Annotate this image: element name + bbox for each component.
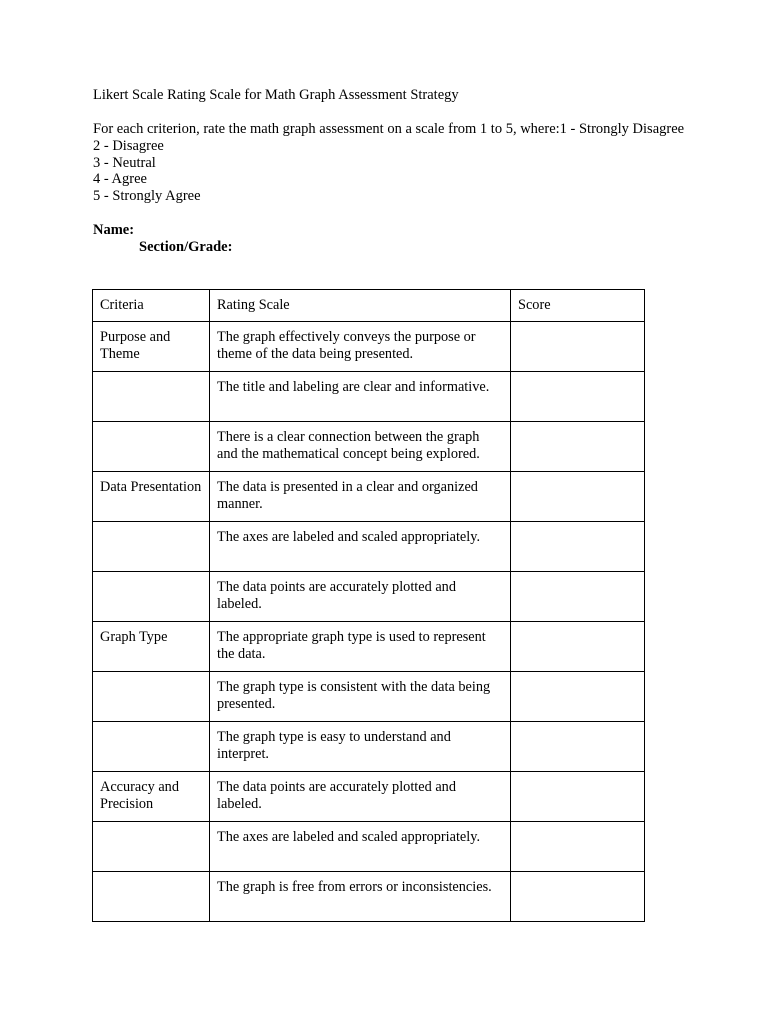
criteria-cell (93, 722, 210, 772)
criteria-cell (93, 672, 210, 722)
statement-cell: The axes are labeled and scaled appropriately. (210, 822, 511, 872)
table-row (93, 422, 645, 472)
score-cell[interactable] (511, 472, 645, 522)
statement-cell: The graph effectively conveys the purpose or theme of the data being presented. (210, 322, 511, 372)
table-header-row (93, 290, 645, 322)
statement-cell: There is a clear connection between the graph and the mathematical concept being explored. (210, 422, 511, 472)
statement-cell: The title and labeling are clear and informative. (210, 372, 511, 422)
table-row (93, 872, 645, 922)
criteria-cell: Purpose and Theme (93, 322, 210, 372)
table-row (93, 672, 645, 722)
scale-item-5: 5 - Strongly Agree (93, 188, 201, 205)
criteria-cell (93, 372, 210, 422)
statement-cell: The data points are accurately plotted and labeled. (210, 772, 511, 822)
criteria-cell: Graph Type (93, 622, 210, 672)
instructions-text: For each criterion, rate the math graph assessment on a scale from 1 to 5, where:1 - Strongly Disagree (93, 121, 685, 137)
header-score: Score (511, 290, 645, 322)
criteria-cell (93, 872, 210, 922)
section-grade-label: Section/Grade: (139, 238, 233, 255)
table-row (93, 572, 645, 622)
table-row (93, 622, 645, 672)
scale-item-4: 4 - Agree (93, 171, 147, 188)
criteria-cell: Data Presentation (93, 472, 210, 522)
instructions-block (93, 121, 693, 205)
student-fields (93, 222, 693, 256)
score-cell[interactable] (511, 372, 645, 422)
score-cell[interactable] (511, 422, 645, 472)
score-cell[interactable] (511, 522, 645, 572)
document-page (93, 87, 693, 256)
score-cell[interactable] (511, 572, 645, 622)
criteria-cell (93, 422, 210, 472)
statement-cell: The graph type is easy to understand and interpret. (210, 722, 511, 772)
table-row (93, 472, 645, 522)
header-rating-scale: Rating Scale (210, 290, 511, 322)
table-row (93, 522, 645, 572)
statement-cell: The data points are accurately plotted and labeled. (210, 572, 511, 622)
score-cell[interactable] (511, 622, 645, 672)
table-row (93, 322, 645, 372)
criteria-cell: Accuracy and Precision (93, 772, 210, 822)
score-cell[interactable] (511, 872, 645, 922)
name-label: Name: (93, 221, 135, 238)
score-cell[interactable] (511, 672, 645, 722)
table-row (93, 772, 645, 822)
table-row (93, 722, 645, 772)
table-row (93, 372, 645, 422)
criteria-cell (93, 522, 210, 572)
score-cell[interactable] (511, 772, 645, 822)
criteria-cell (93, 822, 210, 872)
score-cell[interactable] (511, 722, 645, 772)
criteria-cell (93, 572, 210, 622)
scale-item-2: 2 - Disagree (93, 137, 164, 154)
header-criteria: Criteria (93, 290, 210, 322)
statement-cell: The appropriate graph type is used to represent the data. (210, 622, 511, 672)
scale-item-3: 3 - Neutral (93, 154, 156, 171)
score-cell[interactable] (511, 322, 645, 372)
rating-table (92, 289, 645, 922)
statement-cell: The axes are labeled and scaled appropriately. (210, 522, 511, 572)
document-title: Likert Scale Rating Scale for Math Graph Assessment Strategy (93, 87, 459, 103)
statement-cell: The data is presented in a clear and organized manner. (210, 472, 511, 522)
score-cell[interactable] (511, 822, 645, 872)
statement-cell: The graph is free from errors or inconsistencies. (210, 872, 511, 922)
table-row (93, 822, 645, 872)
statement-cell: The graph type is consistent with the data being presented. (210, 672, 511, 722)
